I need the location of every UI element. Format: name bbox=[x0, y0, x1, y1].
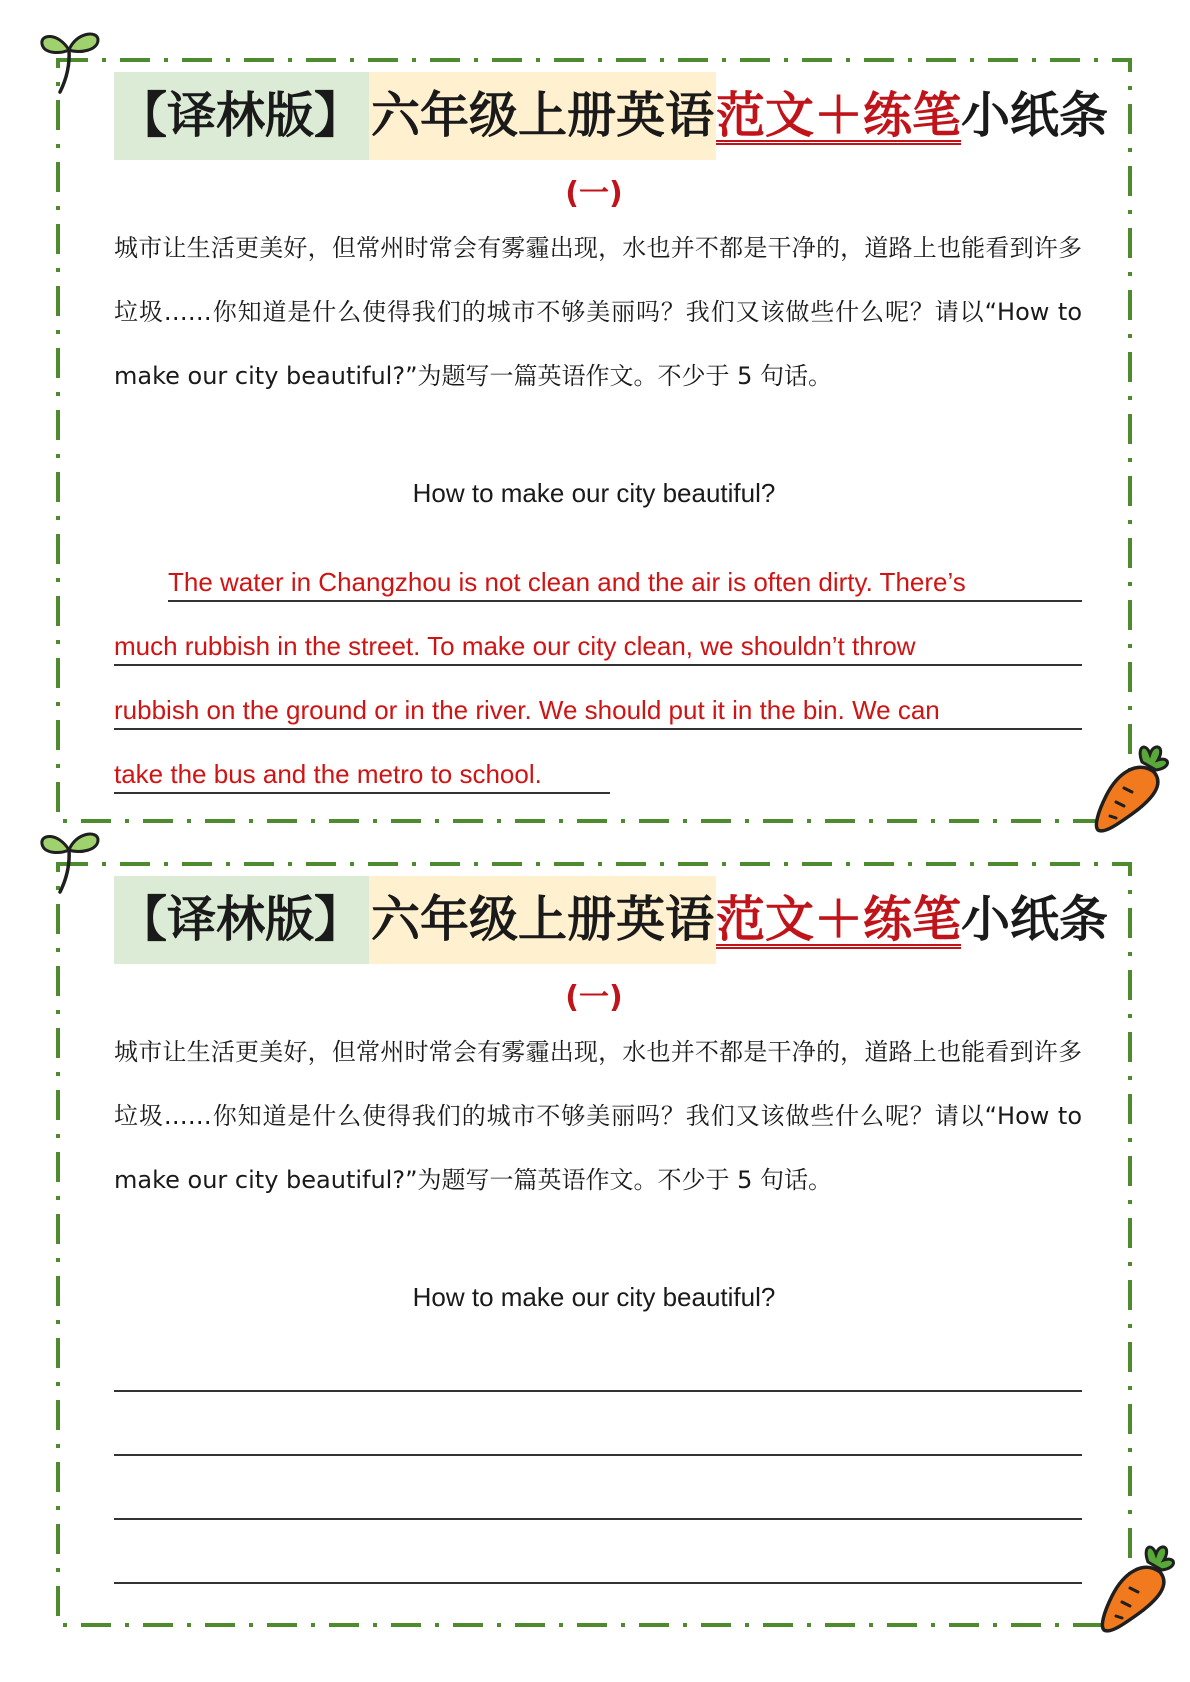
sprout-icon bbox=[36, 820, 106, 896]
carrot-icon bbox=[1084, 740, 1174, 840]
writing-area[interactable] bbox=[114, 1332, 1082, 1584]
sprout-icon bbox=[36, 20, 106, 96]
title-grade: 六年级上册英语 bbox=[369, 876, 716, 964]
essay-title: How to make our city beautiful? bbox=[412, 478, 776, 508]
essay-line: take the bus and the metro to school. bbox=[114, 730, 610, 794]
carrot-icon bbox=[1090, 1540, 1180, 1640]
writing-line[interactable] bbox=[114, 1520, 1082, 1584]
title-edition: 【译林版】 bbox=[114, 876, 369, 964]
essay-line: rubbish on the ground or in the river. We should put it in the bin. We can bbox=[114, 666, 1082, 730]
sample-essay bbox=[114, 538, 1082, 794]
title-grade: 六年级上册英语 bbox=[369, 72, 716, 160]
title-suffix: 小纸条 bbox=[961, 87, 1109, 144]
writing-prompt: 城市让生活更美好，但常州时常会有雾霾出现，水也并不都是干净的，道路上也能看到许多垃圾……你知道是什么使得我们的城市不够美丽吗？我们又该做些什么呢？请以“How to make our city beautiful?”为题写一篇英语作文。不少于 5 句话。 bbox=[114, 234, 1082, 390]
essay-line: The water in Changzhou is not clean and the air is often dirty. There’s bbox=[168, 538, 1082, 602]
essay-line: much rubbish in the street. To make our city clean, we shouldn’t throw bbox=[114, 602, 1082, 666]
page-title bbox=[114, 72, 1108, 160]
page-title bbox=[114, 876, 1108, 964]
title-highlight: 范文＋练笔 bbox=[716, 87, 962, 144]
section-number: (一) bbox=[565, 176, 623, 211]
section-number: (一) bbox=[565, 980, 623, 1015]
writing-card-sample bbox=[56, 58, 1132, 823]
writing-prompt: 城市让生活更美好，但常州时常会有雾霾出现，水也并不都是干净的，道路上也能看到许多垃圾……你知道是什么使得我们的城市不够美丽吗？我们又该做些什么呢？请以“How to make our city beautiful?”为题写一篇英语作文。不少于 5 句话。 bbox=[114, 1038, 1082, 1194]
essay-title: How to make our city beautiful? bbox=[412, 1282, 776, 1312]
writing-line[interactable] bbox=[114, 1456, 1082, 1520]
writing-line[interactable] bbox=[114, 1392, 1082, 1456]
title-edition: 【译林版】 bbox=[114, 72, 369, 160]
writing-line[interactable] bbox=[114, 1332, 1082, 1392]
writing-card-practice bbox=[56, 862, 1132, 1627]
title-suffix: 小纸条 bbox=[961, 891, 1109, 948]
title-highlight: 范文＋练笔 bbox=[716, 891, 962, 948]
